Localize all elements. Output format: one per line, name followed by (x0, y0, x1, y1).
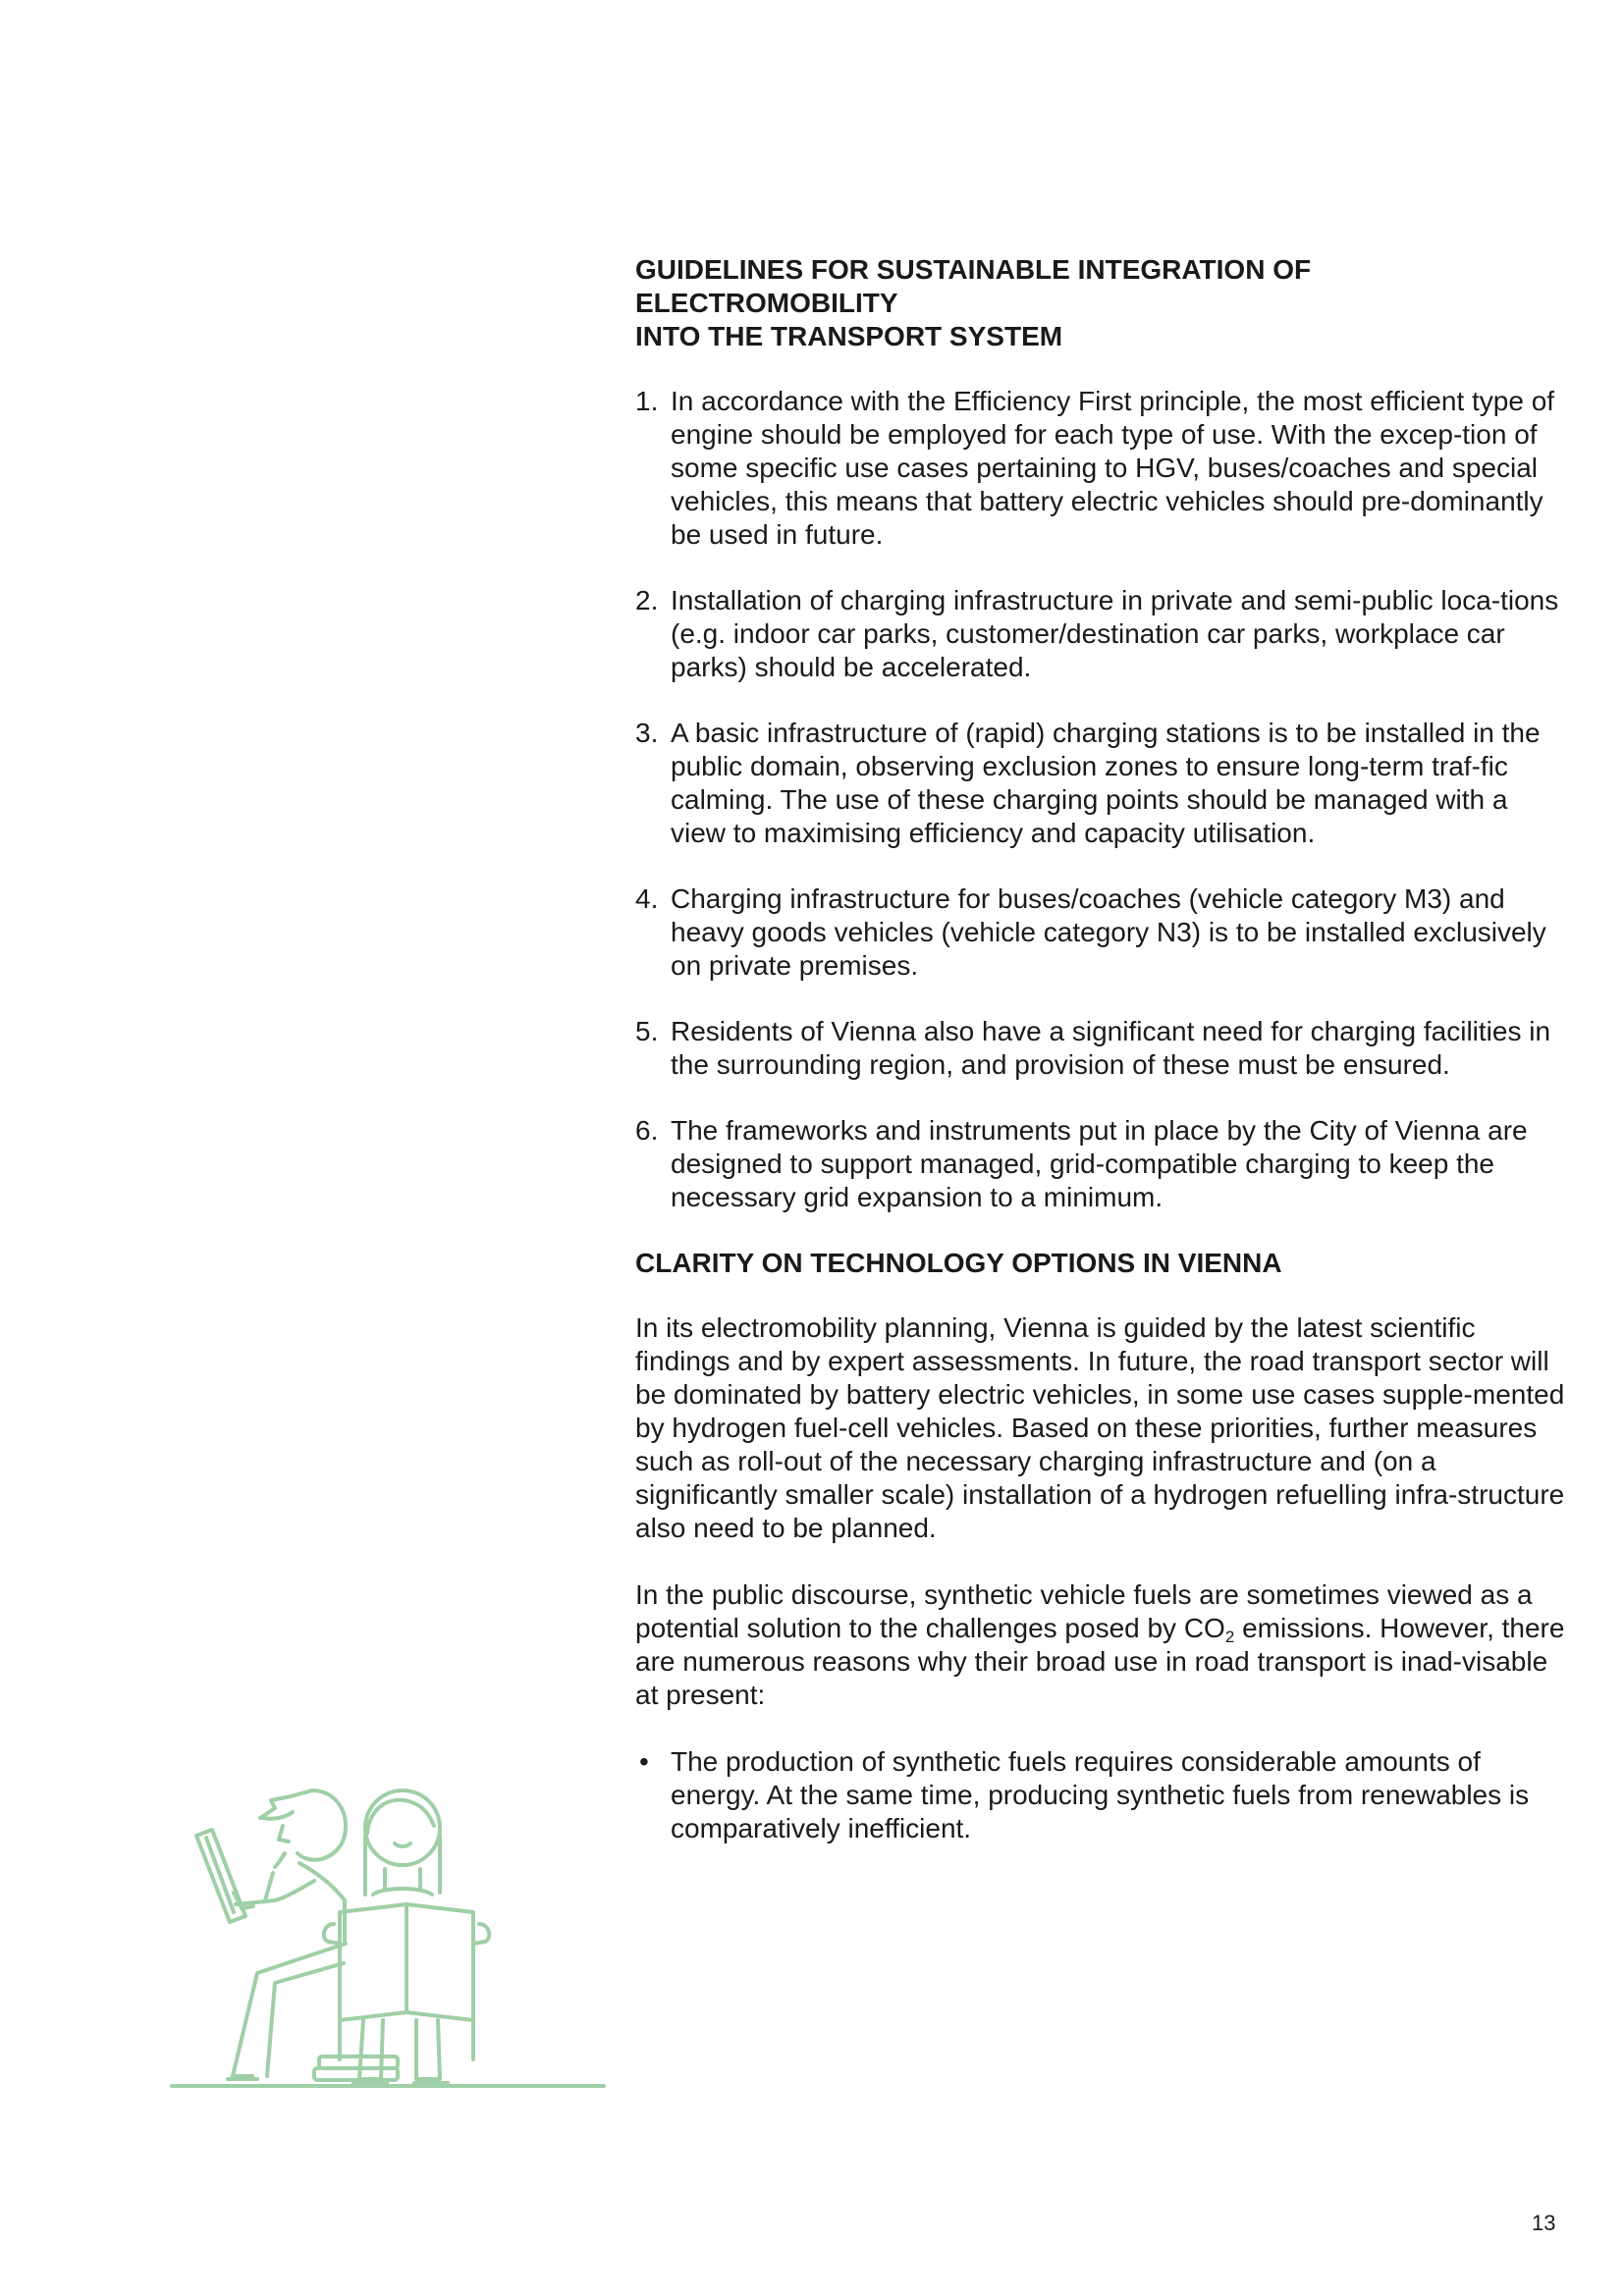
bullet-icon: • (639, 1746, 649, 1777)
list-item-text: Residents of Vienna also have a significant need for charging facilities in the surrounding region, and provision of these must be ensured. (671, 1016, 1551, 1080)
list-item-text: Installation of charging infrastructure in private and semi-public loca-tions (e.g. indoor car parks, customer/destination car parks, workplace car parks) should be accelerated. (671, 585, 1559, 682)
co2-subscript: 2 (1224, 1628, 1235, 1646)
list-item (635, 717, 1568, 850)
guidelines-heading (635, 253, 1568, 353)
list-item-text: In accordance with the Efficiency First principle, the most efficient type of engine should be employed for each type of use. With the excep-tion of some specific use cases pertaining to HGV, buses/coaches and special vehicles, this means that battery electric vehicles should pre-dominantly be used in future. (671, 386, 1555, 550)
bullet-list (635, 1745, 1568, 1845)
list-item (635, 882, 1568, 983)
list-item-number: 1. (635, 386, 659, 416)
paragraph-text: emissions. However, there are numerous reasons why their broad use in road transport is inad-visable at present: (635, 1613, 1565, 1710)
bullet-item (635, 1745, 1568, 1845)
list-item-text: The frameworks and instruments put in place by the City of Vienna are designed to support managed, grid-compatible charging to keep the necessary grid expansion to a minimum. (671, 1115, 1528, 1212)
list-item-number: 4. (635, 883, 659, 914)
list-item-number: 3. (635, 718, 659, 748)
page-number: 13 (1532, 2211, 1556, 2235)
guidelines-heading-line2: INTO THE TRANSPORT SYSTEM (635, 321, 1063, 351)
children-reading-icon (167, 1767, 609, 2101)
list-item (635, 385, 1568, 552)
technology-options-heading: CLARITY ON TECHNOLOGY OPTIONS IN VIENNA (635, 1248, 1282, 1278)
paragraph-electromobility-planning: In its electromobility planning, Vienna is guided by the latest scientific findings and by expert assessments. In future, the road transport sector will be dominated by battery electric vehicles, in some use cases supple-mented by hydrogen fuel-cell vehicles. Based on these priorities, further measures such as roll-out of the necessary charging infrastructure and (on a significantly smaller scale) installation of a hydrogen refuelling infra-structure also need to be planned. (635, 1312, 1565, 1543)
bullet-text: The production of synthetic fuels requires considerable amounts of energy. At the same time, producing synthetic fuels from renewables is comparatively inefficient. (671, 1746, 1530, 1843)
paragraph-synthetic-fuels (635, 1578, 1568, 1712)
paragraph-text: In the public discourse, synthetic vehicle fuels are sometimes viewed as a potential solution to the challenges posed by CO (635, 1579, 1533, 1643)
guidelines-list (635, 385, 1568, 1214)
list-item (635, 1114, 1568, 1214)
list-item-text: A basic infrastructure of (rapid) charging stations is to be installed in the public domain, observing exclusion zones to ensure long-term traf-fic calming. The use of these charging points should be managed with a view to maximising efficiency and capacity utilisation. (671, 718, 1541, 848)
list-item-number: 2. (635, 585, 659, 615)
list-item-number: 6. (635, 1115, 659, 1146)
list-item (635, 1015, 1568, 1082)
guidelines-heading-line1: GUIDELINES FOR SUSTAINABLE INTEGRATION OF ELECTROMOBILITY (635, 254, 1312, 318)
list-item-text: Charging infrastructure for buses/coaches (vehicle category M3) and heavy goods vehicles (vehicle category N3) is to be installed exclusively on private premises. (671, 883, 1546, 981)
list-item (635, 584, 1568, 684)
list-item-number: 5. (635, 1016, 659, 1046)
main-text-column (635, 253, 1568, 1878)
